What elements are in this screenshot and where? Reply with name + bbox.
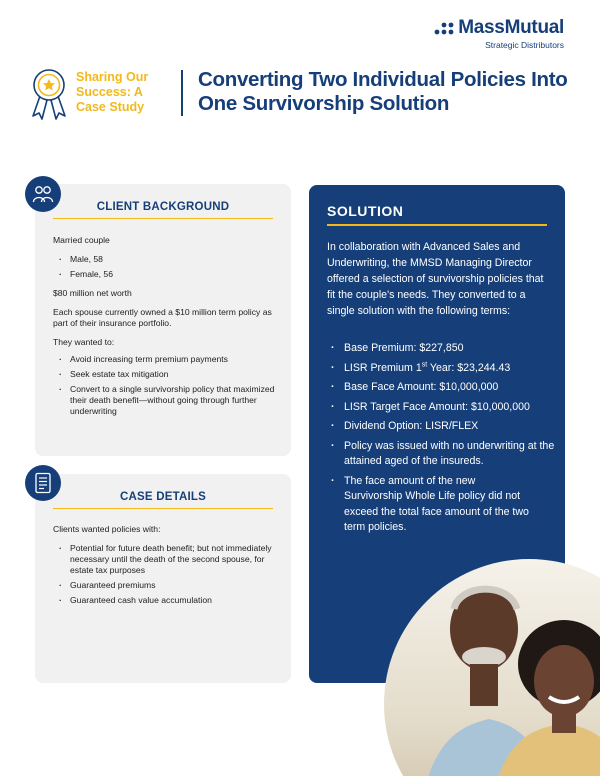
logo-dots-icon bbox=[434, 21, 454, 35]
term-lisr-premium bbox=[327, 361, 555, 377]
solution-divider bbox=[327, 224, 547, 226]
list-item: · Seek estate tax mitigation bbox=[53, 369, 275, 380]
solution-intro: In collaboration with Advanced Sales and Underwriting, the MMSD Managing Director offered a selection of survivorship policies that fit the couple's needs. They converted to a single solution with the following terms: bbox=[327, 241, 544, 317]
list-item: · Convert to a single survivorship policy that maximized their death benefit—without going through further underwriting bbox=[53, 384, 275, 417]
lisr-premium-sup: st bbox=[421, 360, 428, 368]
solution-heading: SOLUTION bbox=[327, 203, 404, 219]
term-lisr-target: · LISR Target Face Amount: $10,000,000 bbox=[327, 400, 555, 416]
solution-terms-list bbox=[327, 341, 555, 540]
wants-list bbox=[53, 354, 275, 417]
term-base-premium: · Base Premium: $227,850 bbox=[327, 341, 555, 357]
couple-icon bbox=[31, 183, 55, 205]
list-item: · Female, 56 bbox=[53, 269, 275, 280]
wanted-intro: They wanted to: bbox=[53, 337, 115, 347]
term-face-note: · The face amount of the new Survivorship Whole Life policy did not exceed the total face amount of the two term policies. bbox=[327, 474, 555, 536]
case-study-label: Sharing Our Success: A Case Study bbox=[76, 70, 149, 114]
client-background-heading: CLIENT BACKGROUND bbox=[53, 201, 273, 219]
list-item: · Guaranteed premiums bbox=[53, 580, 275, 591]
client-background-body bbox=[53, 235, 275, 425]
term-base-face: · Base Face Amount: $10,000,000 bbox=[327, 380, 555, 396]
document-icon bbox=[34, 472, 52, 494]
people-list bbox=[53, 254, 275, 280]
term-issued: · Policy was issued with no underwriting at the attained aged of the insureds. bbox=[327, 439, 555, 470]
policies-text: Each spouse currently owned a $10 million term policy as part of their insurance portfolio. bbox=[53, 307, 272, 328]
list-item: · Guaranteed cash value accumulation bbox=[53, 595, 275, 606]
list-item: · Male, 58 bbox=[53, 254, 275, 265]
case-details-body bbox=[53, 524, 275, 614]
award-ribbon-icon bbox=[28, 66, 70, 124]
massmutual-logo bbox=[434, 17, 564, 50]
page-title: Converting Two Individual Policies Into One Survivorship Solution bbox=[198, 68, 568, 115]
logo-subtitle: Strategic Distributors bbox=[485, 40, 564, 50]
lisr-premium-value: Year: $23,244.43 bbox=[427, 361, 511, 374]
logo-name: MassMutual bbox=[458, 17, 564, 38]
case-details-intro: Clients wanted policies with: bbox=[53, 524, 161, 534]
list-item: · Avoid increasing term premium payments bbox=[53, 354, 275, 365]
case-details-list bbox=[53, 543, 275, 606]
list-item: · Potential for future death benefit; but not immediately necessary until the death of the second spouse, for estate tax purposes bbox=[53, 543, 275, 576]
lisr-premium-label: LISR Premium 1 bbox=[344, 361, 422, 374]
case-details-heading: CASE DETAILS bbox=[53, 491, 273, 509]
net-worth-text: $80 million net worth bbox=[53, 288, 132, 298]
couple-text: Married couple bbox=[53, 235, 110, 245]
term-dividend: · Dividend Option: LISR/FLEX bbox=[327, 419, 555, 435]
header-divider bbox=[181, 70, 183, 116]
